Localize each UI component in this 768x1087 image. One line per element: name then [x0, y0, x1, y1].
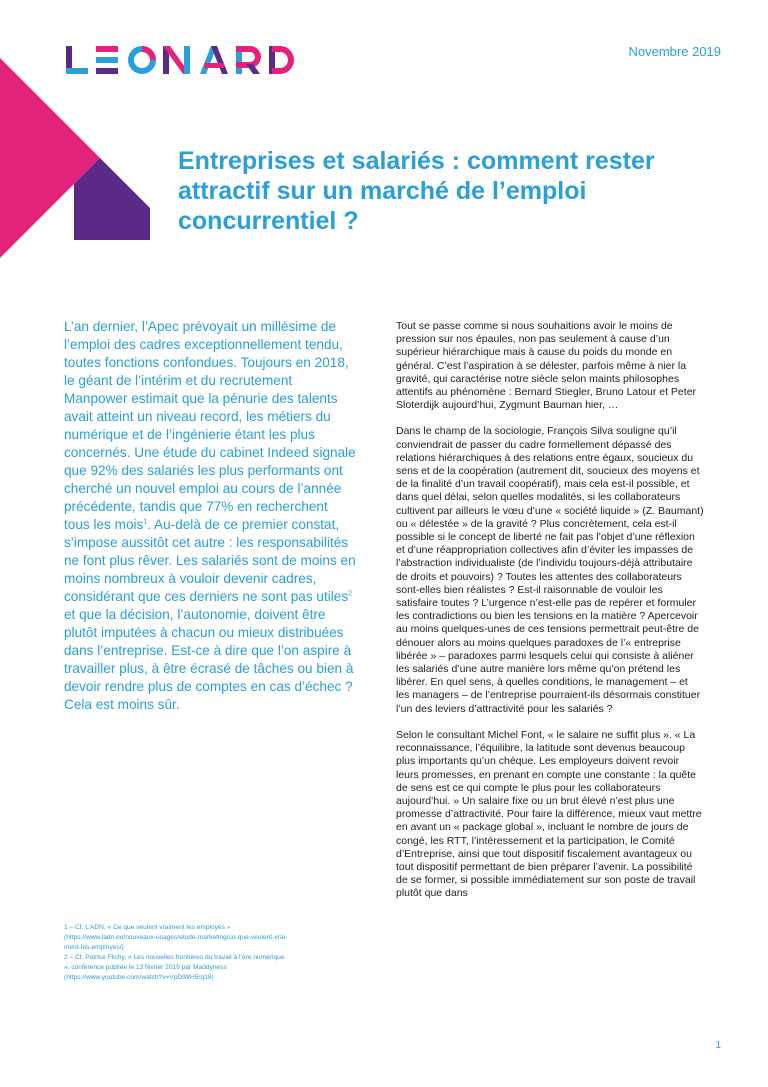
article-title: Entreprises et salariés : comment rester attractif sur un marché de l’emploi concurrentiel ? [178, 147, 655, 235]
footnote-1: 1 – Cf. L’ADN, « Ce que veulent vraiment les employés » (https://www.ladn.eu/nouveaux-usages/etude-marketing/ce-que-veulent-vrai-ment-les-employes/) [64, 924, 288, 951]
footnotes [64, 923, 289, 983]
intro-text-part2: . Au-delà de ce premier constat, s’impose aussitôt cet autre : les responsabilités ne font plus rêver. Les salariés sont de moins en moins nombreux à vouloir devenir cadres, considérant que ces derniers ne sont pas utiles [64, 517, 356, 604]
logo-graphic [66, 44, 302, 76]
leonard-logo [66, 44, 302, 81]
intro-paragraph [64, 318, 356, 714]
footnote-ref-1[interactable]: 1 [143, 518, 148, 526]
publication-date: Novembre 2019 [628, 44, 721, 59]
page-number: 1 [715, 1040, 721, 1051]
footnote-ref-2[interactable]: 2 [348, 590, 353, 598]
body-paragraph: Selon le consultant Michel Font, « le salaire ne suffit plus ». « La reconnaissance, l’équilibre, la latitude sont devenus beaucoup plus importants qu’un chèque. Les employeurs doivent revoir leurs promesses, en prenant en compte une constante : la quête de sens est ce qui compte le plus pour les collaborateurs aujourd’hui. » Un salaire fixe ou un brut élevé n’est plus une promesse d’attractivité. Pour faire la différence, mieux vaut mettre en avant un « package global », incluant le nombre de jours de congé, les RTT, l’intéressement et la participation, le Comité d’Entreprise, ainsi que tout dispositif fiscalement avantageux ou tout dispositif permettant de bien préparer l’avenir. La possibilité de se former, si possible immédiatement sur son poste de travail plutôt que dans [396, 728, 702, 900]
body-paragraph: Tout se passe comme si nous souhaitions avoir le moins de pression sur nos épaules, non pas seulement à cause d’un supérieur hiérarchique mais à cause du poids du monde en général. C’est l’aspiration à se délester, parfois même à nier la gravité, qui caractérise notre siècle selon maints philosophes attentifs au phénomène : Bernard Stiegler, Bruno Latour et Peter Sloterdijk aujourd’hui, Zygmunt Bauman hier, … [396, 320, 697, 412]
body-paragraph: Dans le champ de la sociologie, François Silva souligne qu’il conviendrait de passer du cadre formellement dépassé des relations hiérarchiques à des relations entre égaux, soucieux du sens et de la coopération (autrement dit, soucieux des moyens et de la finalité d’un travail coopératif), mais cela est-il possible, et dans quel délai, selon quelles modalités, si les collaborateurs cultivent par ailleurs le vœu d’une « société liquide » (Z. Baumant) ou « délestée » de la gravité ? Plus concrètement, cela est-il possible si le concept de liberté ne fait pas l’objet d’une réflexion et d’une réappropriation collectives afin d’éviter les impasses de l’abstraction individualiste (de l’individu toujours-déjà attributaire de droits et pouvoirs) ? Toutes les attentes des collaborateurs sont-elles bien réalistes ? Est-il raisonnable de vouloir les satisfaire toutes ? L’urgence n’est-elle pas de repérer et formuler les contradictions ou bien les tensions en la matière ? Apercevoir au moins quelques-unes de ces tensions permettrait peut-être de dénouer alors au moins quelques paradoxes de l’« entreprise libérée » – paradoxes parmi lesquels celui qui consiste à aliéner les salariés d’une autre manière lors même qu’on prétend les libérer. En quel sens, à quelles conditions, le management – et les managers – de l’entreprise pourraient-ils désormais constituer l’un des leviers d’attractivité pour les salariés ? [396, 425, 704, 715]
body-column [396, 320, 704, 914]
intro-text-part3: et que la décision, l’autonomie, doivent être plutôt imputées à chacun ou mieux distribuées dans l’entreprise. Est-ce à dire que l’on aspire à travailler plus, à être écrasé de tâches ou bien à devoir rendre plus de comptes en cas d’échec ? Cela est moins sûr. [64, 607, 354, 712]
footnote-2: 2 – Cf. Patrice Flichy, « Les nouvelles frontières du travail à l’ère numérique », conférence publiée le 13 février 2019 par Maddyness (https://www.youtube.com/watch?v=VpDlWH5rq18) [64, 954, 285, 981]
intro-text-part1: L’an dernier, l’Apec prévoyait un millésime de l’emploi des cadres exceptionnellement tendu, toutes fonctions confondues. Toujours en 2018, le géant de l’intérim et du recrutement Manpower estimait que la pénurie des talents avait atteint un niveau record, les métiers du numérique et de l’ingénierie étant les plus concernés. Une étude du cabinet Indeed signale que 92% des salariés les plus performants ont cherché un nouvel emploi au cours de l’année précédente, tandis que 77% en recherchent tous les mois [64, 319, 356, 532]
